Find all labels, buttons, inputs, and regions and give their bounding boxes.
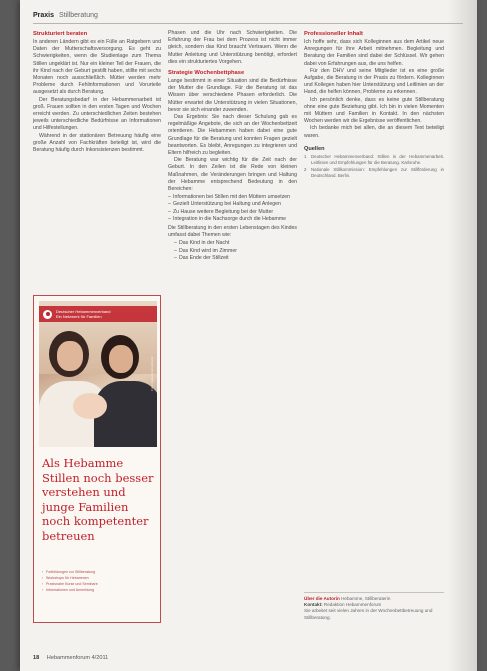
ad-banner	[39, 306, 157, 322]
list-item: – Informationen bei Stillen mit den Müttern umsetzen	[168, 194, 297, 201]
author-label: Über die Autorin	[304, 596, 340, 601]
ad-photo	[39, 301, 157, 447]
paragraph: Während in der stationären Betreuung häufig eine große Anzahl von Fachkräften beteiligt ist, wird die Beratung häufig durch Inkonsistenzen bestimmt.	[33, 132, 161, 154]
paragraph: Für den DHV und seine Mitglieder ist es eine große Aufgabe, die Beratung in der Praxis zu fördern. Kolleginnen und Kollegen haben hier Unterstützung und Leitlinien an der Hand, die helfen können, Probleme zu erkennen.	[304, 67, 444, 96]
references-title: Quellen	[304, 145, 325, 152]
section-heading: Strategie Wochenbettphase	[168, 70, 245, 77]
ad-list-item: › Praxisnahe Kurse und Seminare	[42, 582, 142, 587]
list-item: – Das Ende der Stillzeit	[174, 255, 297, 262]
reference-number: 2	[304, 167, 307, 173]
header-topic: Stillberatung	[58, 12, 98, 19]
author-box	[304, 592, 444, 621]
article-column-1	[33, 30, 161, 154]
organisation-logo-icon	[43, 310, 52, 319]
page-number: 18	[33, 655, 40, 661]
paragraph: Die Beratung war wichtig für die Zeit nach der Geburt. In den Zeilen ist die Rede von kleinen Maßnahmen, die Veränderungen bringen und Haltung der Hebamme entsprechend Bedeutung in den Bereichen:	[168, 157, 297, 193]
article-column-2	[168, 30, 297, 264]
ad-organisation	[56, 309, 110, 319]
paragraph: Phasen und die Uhr nach Schwierigkeiten. Die Erfahrung der Frau bei dem Prozess ist nicht immer gleich, sondern das Kind braucht Vertrauen. Wenn die Mutter Anleitung und Unterstützung benötigt, erfordert dies ein strukturiertes Vorgehen.	[168, 30, 297, 65]
paragraph: Die Stillberatung in den ersten Lebenstagen des Kindes umfasst dabei Themen wie:	[168, 225, 297, 239]
paragraph: Ich persönlich denke, dass es keine gute Stillberatung ohne eine gute Beziehung gibt. Ich bin in vielen Momenten mit Müttern und Familien in Kontakt. In den nächsten Wochen werden wir die Ergebnisse veröffentlichen.	[304, 96, 444, 125]
contact-link[interactable]: Redaktion Hebammenforum	[323, 602, 382, 608]
reference-text: Nationale Stillkommission: Empfehlungen zur Stillförderung in Deutschland. Berlin.	[311, 167, 444, 179]
header-rubric: Praxis	[33, 12, 55, 19]
paragraph: Das Ergebnis: Sie nach dieser Schulung gab es regelmäßige Angebote, die sich an der Wochenbettzeit orientieren. Die Hebammen haben dabei eine gute Grundlage für die Beratung und konnten Fragen gezielt beantworten. Es bleibt, Anregungen zu integrieren und Eltern hilfreich zu begleiten.	[168, 114, 297, 157]
page-footer	[33, 655, 108, 661]
ad-org-line1: Deutscher Hebammenverband	[56, 309, 111, 314]
list-item: – Das Kind wird im Zimmer	[174, 248, 297, 255]
list-item: – Gezielt Unterstützung bei Haltung und Anlegen	[168, 201, 297, 208]
ad-org-line2: Ein Netzwerk für Familien	[56, 314, 102, 319]
ad-list-item: › Fortbildungen zur Stillberatung	[42, 570, 142, 575]
ad-slogan: Als Hebamme Stillen noch besser verstehen und junge Familien noch kompetenter betreuen	[42, 456, 154, 543]
article-column-3	[304, 30, 444, 179]
journal-name: Hebammenforum 4/2011	[46, 655, 109, 661]
contact-label: Kontakt:	[304, 602, 323, 608]
paragraph: Lange bestimmt in einer Situation sind die Bedürfnisse der Mutter die Grundlage. Für die Beratung ist das Wissen über verschiedene Phasen erforderlich. Die Mütter erwartet die Unterstützung in vielen Situationen, bevor sie sich einander zuwenden.	[168, 78, 297, 113]
advertisement-box[interactable]	[33, 295, 161, 623]
list-item: – Integration in die Nachsorge durch die Hebamme	[168, 216, 297, 223]
ad-list-item: › Workshops für Hebammen	[42, 576, 142, 581]
list-item: – Das Kind in der Nacht	[174, 240, 297, 247]
author-role: Hebamme, Stillberaterin	[341, 596, 391, 601]
paragraph: Der Beratungsbedarf in der Hebammenarbeit ist groß. Frauen sollten in den ersten Tagen und Wochen erreicht werden. Zu unterschiedlichen Zeiten bestehen jeweils unterschiedliche Bedürfnisse an Informationen und Hilfestellungen.	[33, 96, 161, 132]
paragraph: Ich hoffe sehr, dass sich Kolleginnen aus dem Artikel neue Anregungen für ihre Arbeit mitnehmen. Begleitung und Beratung der Familien sind dabei der Schlüssel. Wir gehen dabei von Erfahrungen aus, die uns helfen.	[304, 39, 444, 67]
section-heading: Strukturiert beraten	[33, 31, 88, 37]
references-list	[304, 154, 444, 179]
photo-credit: Foto: Hebammenverband	[150, 356, 154, 391]
reference-number: 1	[304, 154, 307, 160]
reference-text: Deutscher Hebammenverband: Stillen in der Hebammenarbeit. Leitlinien und Empfehlungen für die Beratung. Karlsruhe.	[311, 154, 444, 166]
reference-item	[304, 154, 444, 166]
magazine-page	[20, 0, 477, 671]
ad-list	[42, 570, 142, 594]
list-item: – Zu Hause weitere Begleitung bei der Mutter	[168, 209, 297, 216]
reference-item	[304, 167, 444, 179]
paragraph: Ich bedanke mich bei allen, die an diesem Text beteiligt waren.	[304, 125, 444, 139]
page-shade	[447, 0, 477, 671]
bullet-list	[168, 194, 297, 223]
sub-list	[174, 240, 297, 262]
page-header	[33, 12, 463, 24]
ad-list-item: › Informationen und Anmeldung	[42, 588, 142, 593]
author-bio: Sie arbeitet seit vielen Jahren in der Wochenbettbetreuung und Stillberatung.	[304, 608, 433, 620]
paragraph: In anderen Ländern gibt es ein Fülle an Ratgebern und Daten der Mutterschaftsversorgung. Es geht zu Schwierigkeiten, wenn die Studienlage zum Thema Stillen ungeklärt ist. Nur ein kleiner Teil der Frauen, die ihr Kind nach der Geburt gestillt haben, stillte mit sechs Monaten noch ausschließlich. Mütter werden mehr Probleme durch Fehlinformationen und Vorurteile ausgesetzt als durch Beratung.	[33, 39, 161, 96]
section-heading: Professioneller Inhalt	[304, 31, 363, 37]
